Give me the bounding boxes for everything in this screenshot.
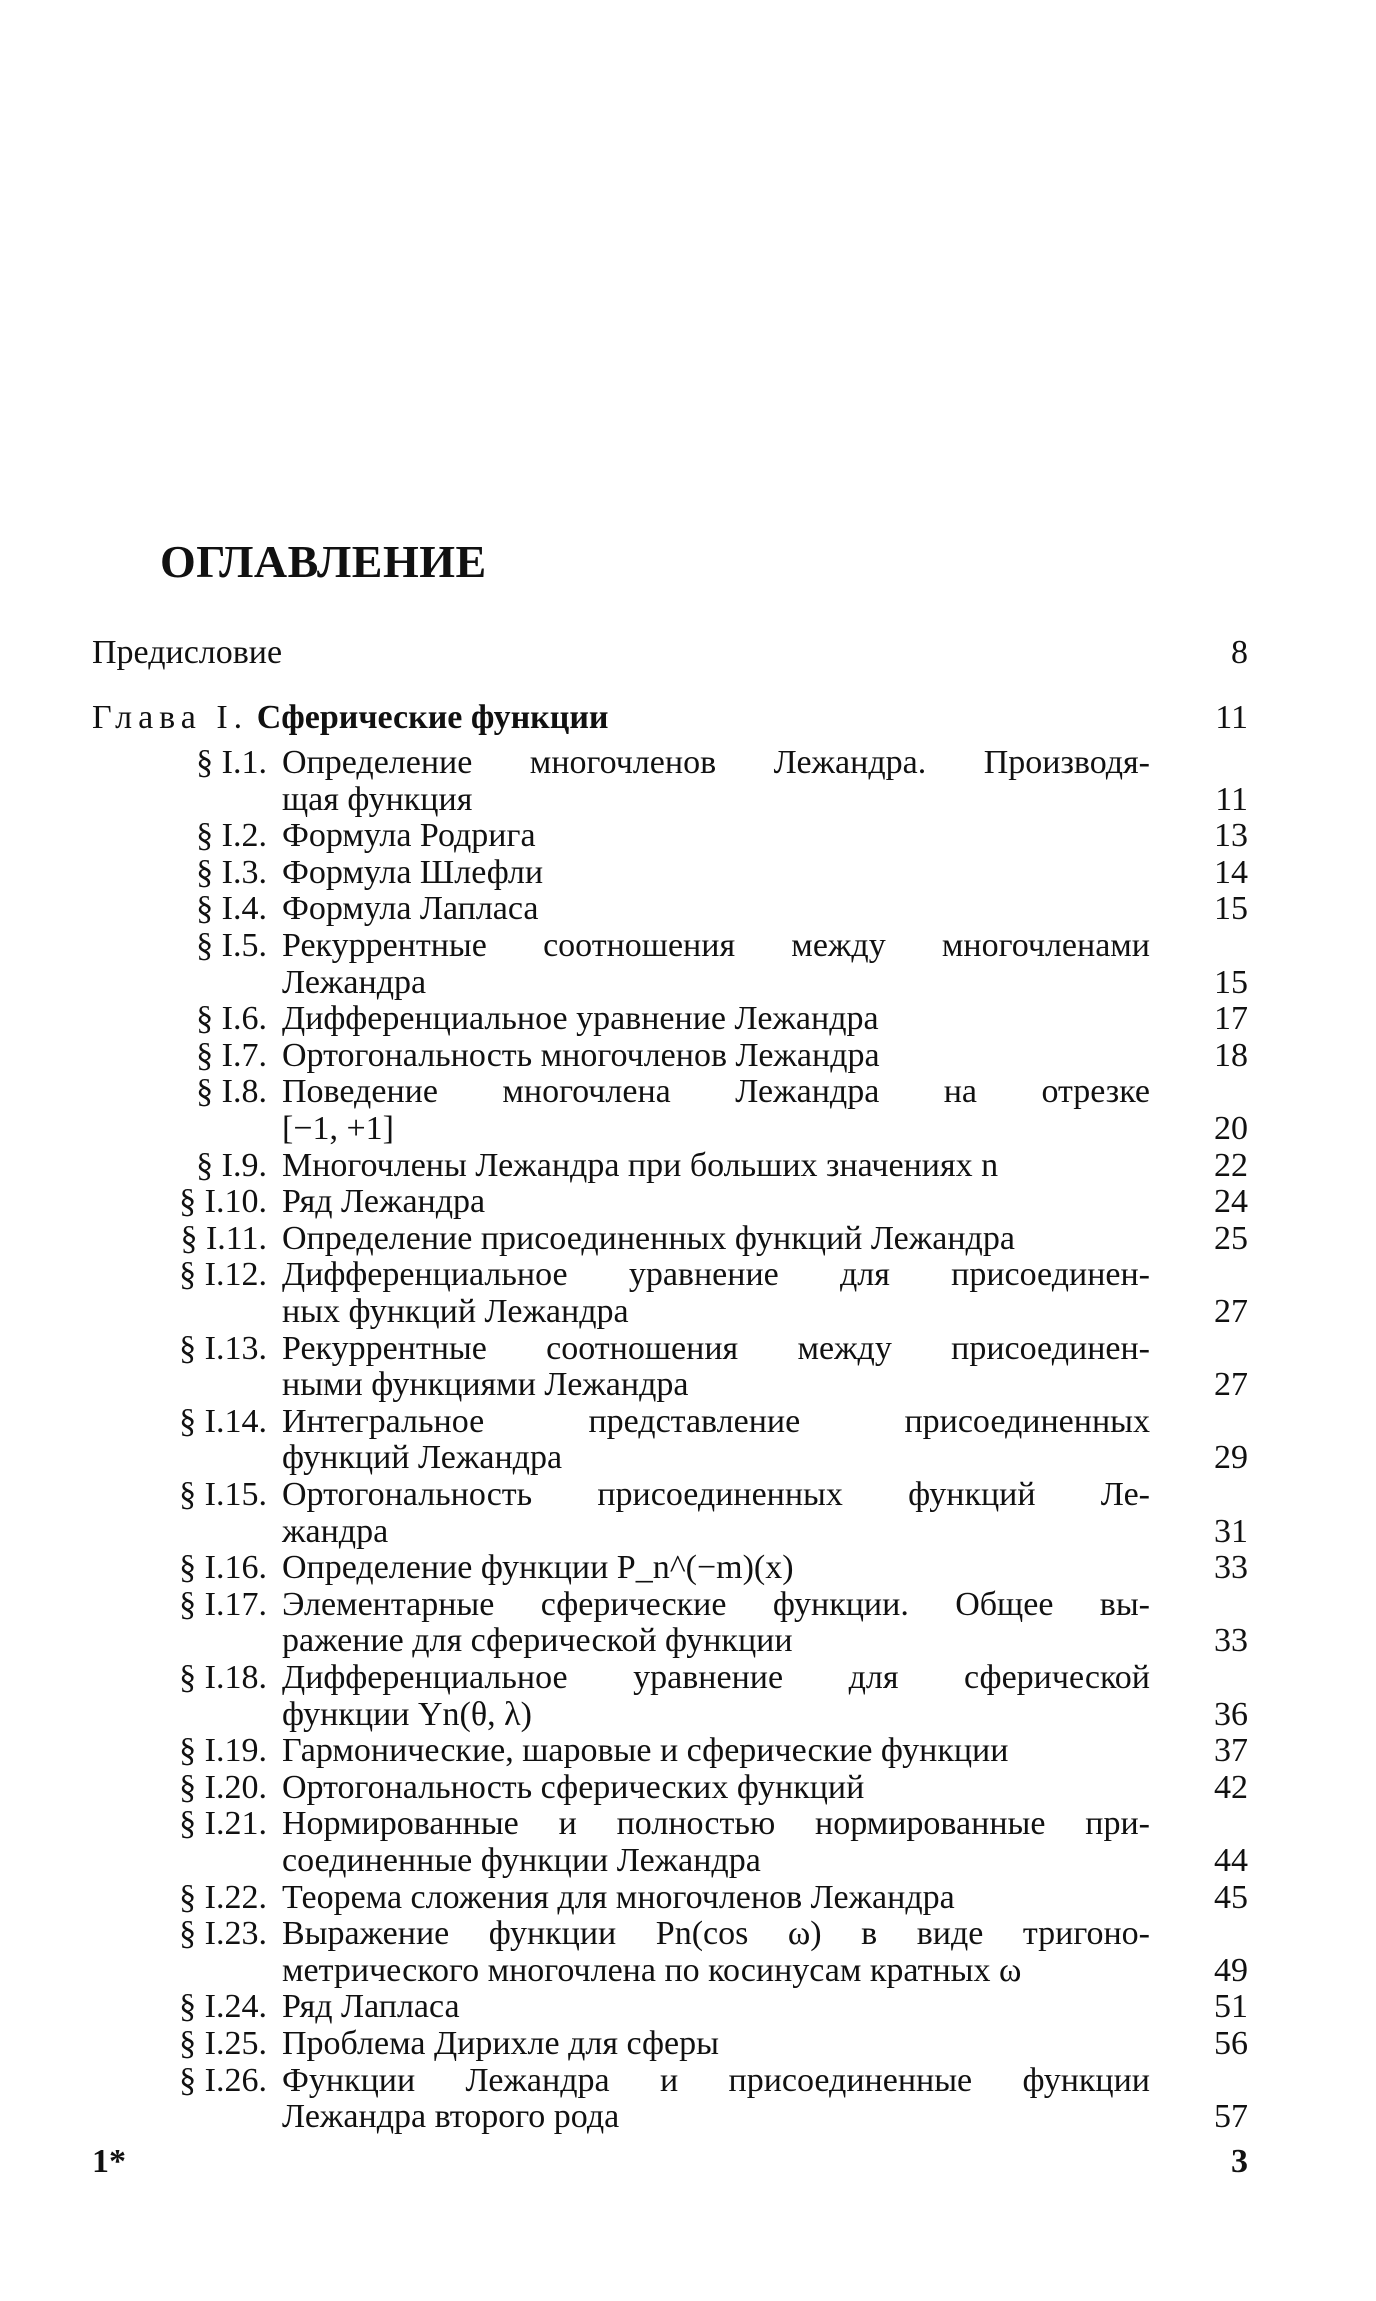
- section-title-line: ных функций Лежандра: [282, 1292, 629, 1330]
- section-number: § I.5.: [196, 927, 267, 964]
- section-page: 13: [1214, 817, 1248, 855]
- section-number: § I.15.: [179, 1476, 267, 1513]
- section-number: § I.3.: [196, 853, 267, 891]
- section-title-line: Функции Лежандра и присоединенные функции: [282, 2061, 1150, 2099]
- section-title-line: ражение для сферической функции: [282, 1622, 793, 1660]
- section-number: § I.18.: [179, 1659, 267, 1696]
- preface-label: Предисловие: [92, 634, 283, 671]
- chapter-page: 11: [1215, 699, 1248, 736]
- section-number: § I.21.: [179, 1805, 267, 1843]
- chapter-title: Сферические функции: [256, 699, 609, 736]
- section-page: 14: [1214, 853, 1248, 891]
- section-number: § I.17.: [179, 1585, 267, 1623]
- section-title-line: Дифференциальное уравнение для присоединен-: [282, 1256, 1150, 1294]
- section-title-line: Гармонические, шаровые и сферические функции: [282, 1732, 1009, 1770]
- section-page: 22: [1214, 1146, 1248, 1184]
- section-number: § I.23.: [179, 1915, 267, 1953]
- section-title-line: Выражение функции Pn(cos ω) в виде тригоно-: [282, 1915, 1150, 1953]
- section-title-line: Нормированные и полностью нормированные при-: [282, 1805, 1150, 1843]
- preface-page: 8: [1231, 634, 1248, 671]
- page-title: ОГЛАВЛЕНИЕ: [160, 536, 487, 587]
- section-title-line: Рекуррентные соотношения между присоединен-: [282, 1329, 1150, 1367]
- page-number: 3: [1231, 2143, 1248, 2180]
- section-title-line: Ряд Лапласа: [282, 1988, 460, 2026]
- section-title-line: Формула Родрига: [282, 817, 536, 855]
- section-page: 33: [1214, 1622, 1248, 1660]
- section-number: § I.20.: [179, 1768, 267, 1806]
- section-title-line: Теорема сложения для многочленов Лежандра: [282, 1878, 955, 1916]
- section-page: 20: [1214, 1109, 1248, 1147]
- signature-mark: 1*: [92, 2143, 126, 2180]
- section-title-line: Дифференциальное уравнение Лежандра: [282, 1000, 879, 1038]
- section-page: 17: [1214, 1000, 1248, 1038]
- section-number: § I.22.: [179, 1878, 267, 1916]
- section-page: 37: [1214, 1732, 1248, 1770]
- section-title-line: Рекуррентные соотношения между многочленами: [282, 927, 1150, 964]
- section-number: § I.26.: [179, 2061, 267, 2099]
- section-page: 15: [1214, 890, 1248, 928]
- section-page: 36: [1214, 1695, 1248, 1733]
- section-title-line: Лежандра второго рода: [282, 2098, 620, 2136]
- section-title-line: метрического многочлена по косинусам кратных ω: [282, 1951, 1022, 1989]
- section-page: 44: [1214, 1841, 1248, 1879]
- section-title-line: Ряд Лежандра: [282, 1183, 486, 1221]
- section-title-line: Определение присоединенных функций Лежандра: [282, 1219, 1015, 1257]
- chapter-label: Глава I.: [92, 699, 249, 736]
- section-title-line: функций Лежандра: [282, 1439, 563, 1477]
- section-number: § I.14.: [179, 1402, 267, 1440]
- section-title-line: Многочлены Лежандра при больших значениях n: [282, 1146, 999, 1184]
- section-title-line: Формула Шлефли: [282, 853, 544, 891]
- section-page: 42: [1214, 1768, 1248, 1806]
- section-page: 15: [1214, 963, 1248, 1001]
- section-title-line: Ортогональность присоединенных функций Ле-: [282, 1476, 1150, 1513]
- section-page: 57: [1214, 2098, 1248, 2136]
- section-page: 27: [1214, 1366, 1248, 1404]
- section-number: § I.13.: [179, 1329, 267, 1367]
- section-page: 56: [1214, 2025, 1248, 2062]
- section-title-line: [−1, +1]: [282, 1109, 394, 1147]
- section-number: § I.19.: [179, 1732, 267, 1770]
- section-title-line: Поведение многочлена Лежандра на отрезке: [282, 1073, 1150, 1111]
- section-number: § I.16.: [179, 1549, 267, 1587]
- section-page: 33: [1214, 1549, 1248, 1587]
- section-page: 45: [1214, 1878, 1248, 1916]
- section-number: § I.11.: [180, 1219, 267, 1257]
- section-number: § I.9.: [196, 1146, 267, 1184]
- section-page: 27: [1214, 1292, 1248, 1330]
- section-title-line: Формула Лапласа: [282, 890, 539, 928]
- section-page: 25: [1214, 1219, 1248, 1257]
- section-title-line: Лежандра: [282, 963, 427, 1001]
- section-title-line: Интегральное представление присоединенных: [282, 1402, 1150, 1440]
- section-page: 18: [1214, 1036, 1248, 1074]
- section-page: 24: [1214, 1183, 1248, 1221]
- section-title-line: щая функция: [282, 780, 473, 818]
- section-number: § I.6.: [196, 1000, 267, 1038]
- section-number: § I.7.: [196, 1036, 267, 1074]
- section-number: § I.24.: [179, 1988, 267, 2026]
- section-page: 29: [1214, 1439, 1248, 1477]
- section-title-line: Элементарные сферические функции. Общее вы-: [282, 1585, 1150, 1623]
- section-number: § I.10.: [179, 1183, 267, 1221]
- section-number: § I.8.: [196, 1073, 267, 1111]
- section-number: § I.1.: [196, 744, 267, 781]
- section-title-line: Ортогональность сферических функций: [282, 1768, 865, 1806]
- section-number: § I.25.: [179, 2025, 267, 2062]
- section-title-line: соединенные функции Лежандра: [282, 1841, 761, 1879]
- section-title-line: Дифференциальное уравнение для сферической: [282, 1659, 1150, 1696]
- section-page: 31: [1214, 1512, 1248, 1550]
- section-page: 49: [1214, 1951, 1248, 1989]
- section-title-line: Проблема Дирихле для сферы: [282, 2025, 719, 2062]
- section-title-line: Определение многочленов Лежандра. Производя-: [282, 744, 1150, 781]
- section-title-line: ными функциями Лежандра: [282, 1366, 689, 1404]
- section-title-line: жандра: [282, 1512, 389, 1550]
- section-title-line: Ортогональность многочленов Лежандра: [282, 1036, 880, 1074]
- section-number: § I.12.: [179, 1256, 267, 1294]
- section-number: § I.4.: [196, 890, 267, 928]
- section-number: § I.2.: [196, 817, 267, 855]
- section-title-line: функции Yn(θ, λ): [282, 1695, 532, 1733]
- section-page: 51: [1214, 1988, 1248, 2026]
- section-page: 11: [1215, 780, 1248, 818]
- section-title-line: Определение функции P_n^(−m)(x): [282, 1549, 794, 1587]
